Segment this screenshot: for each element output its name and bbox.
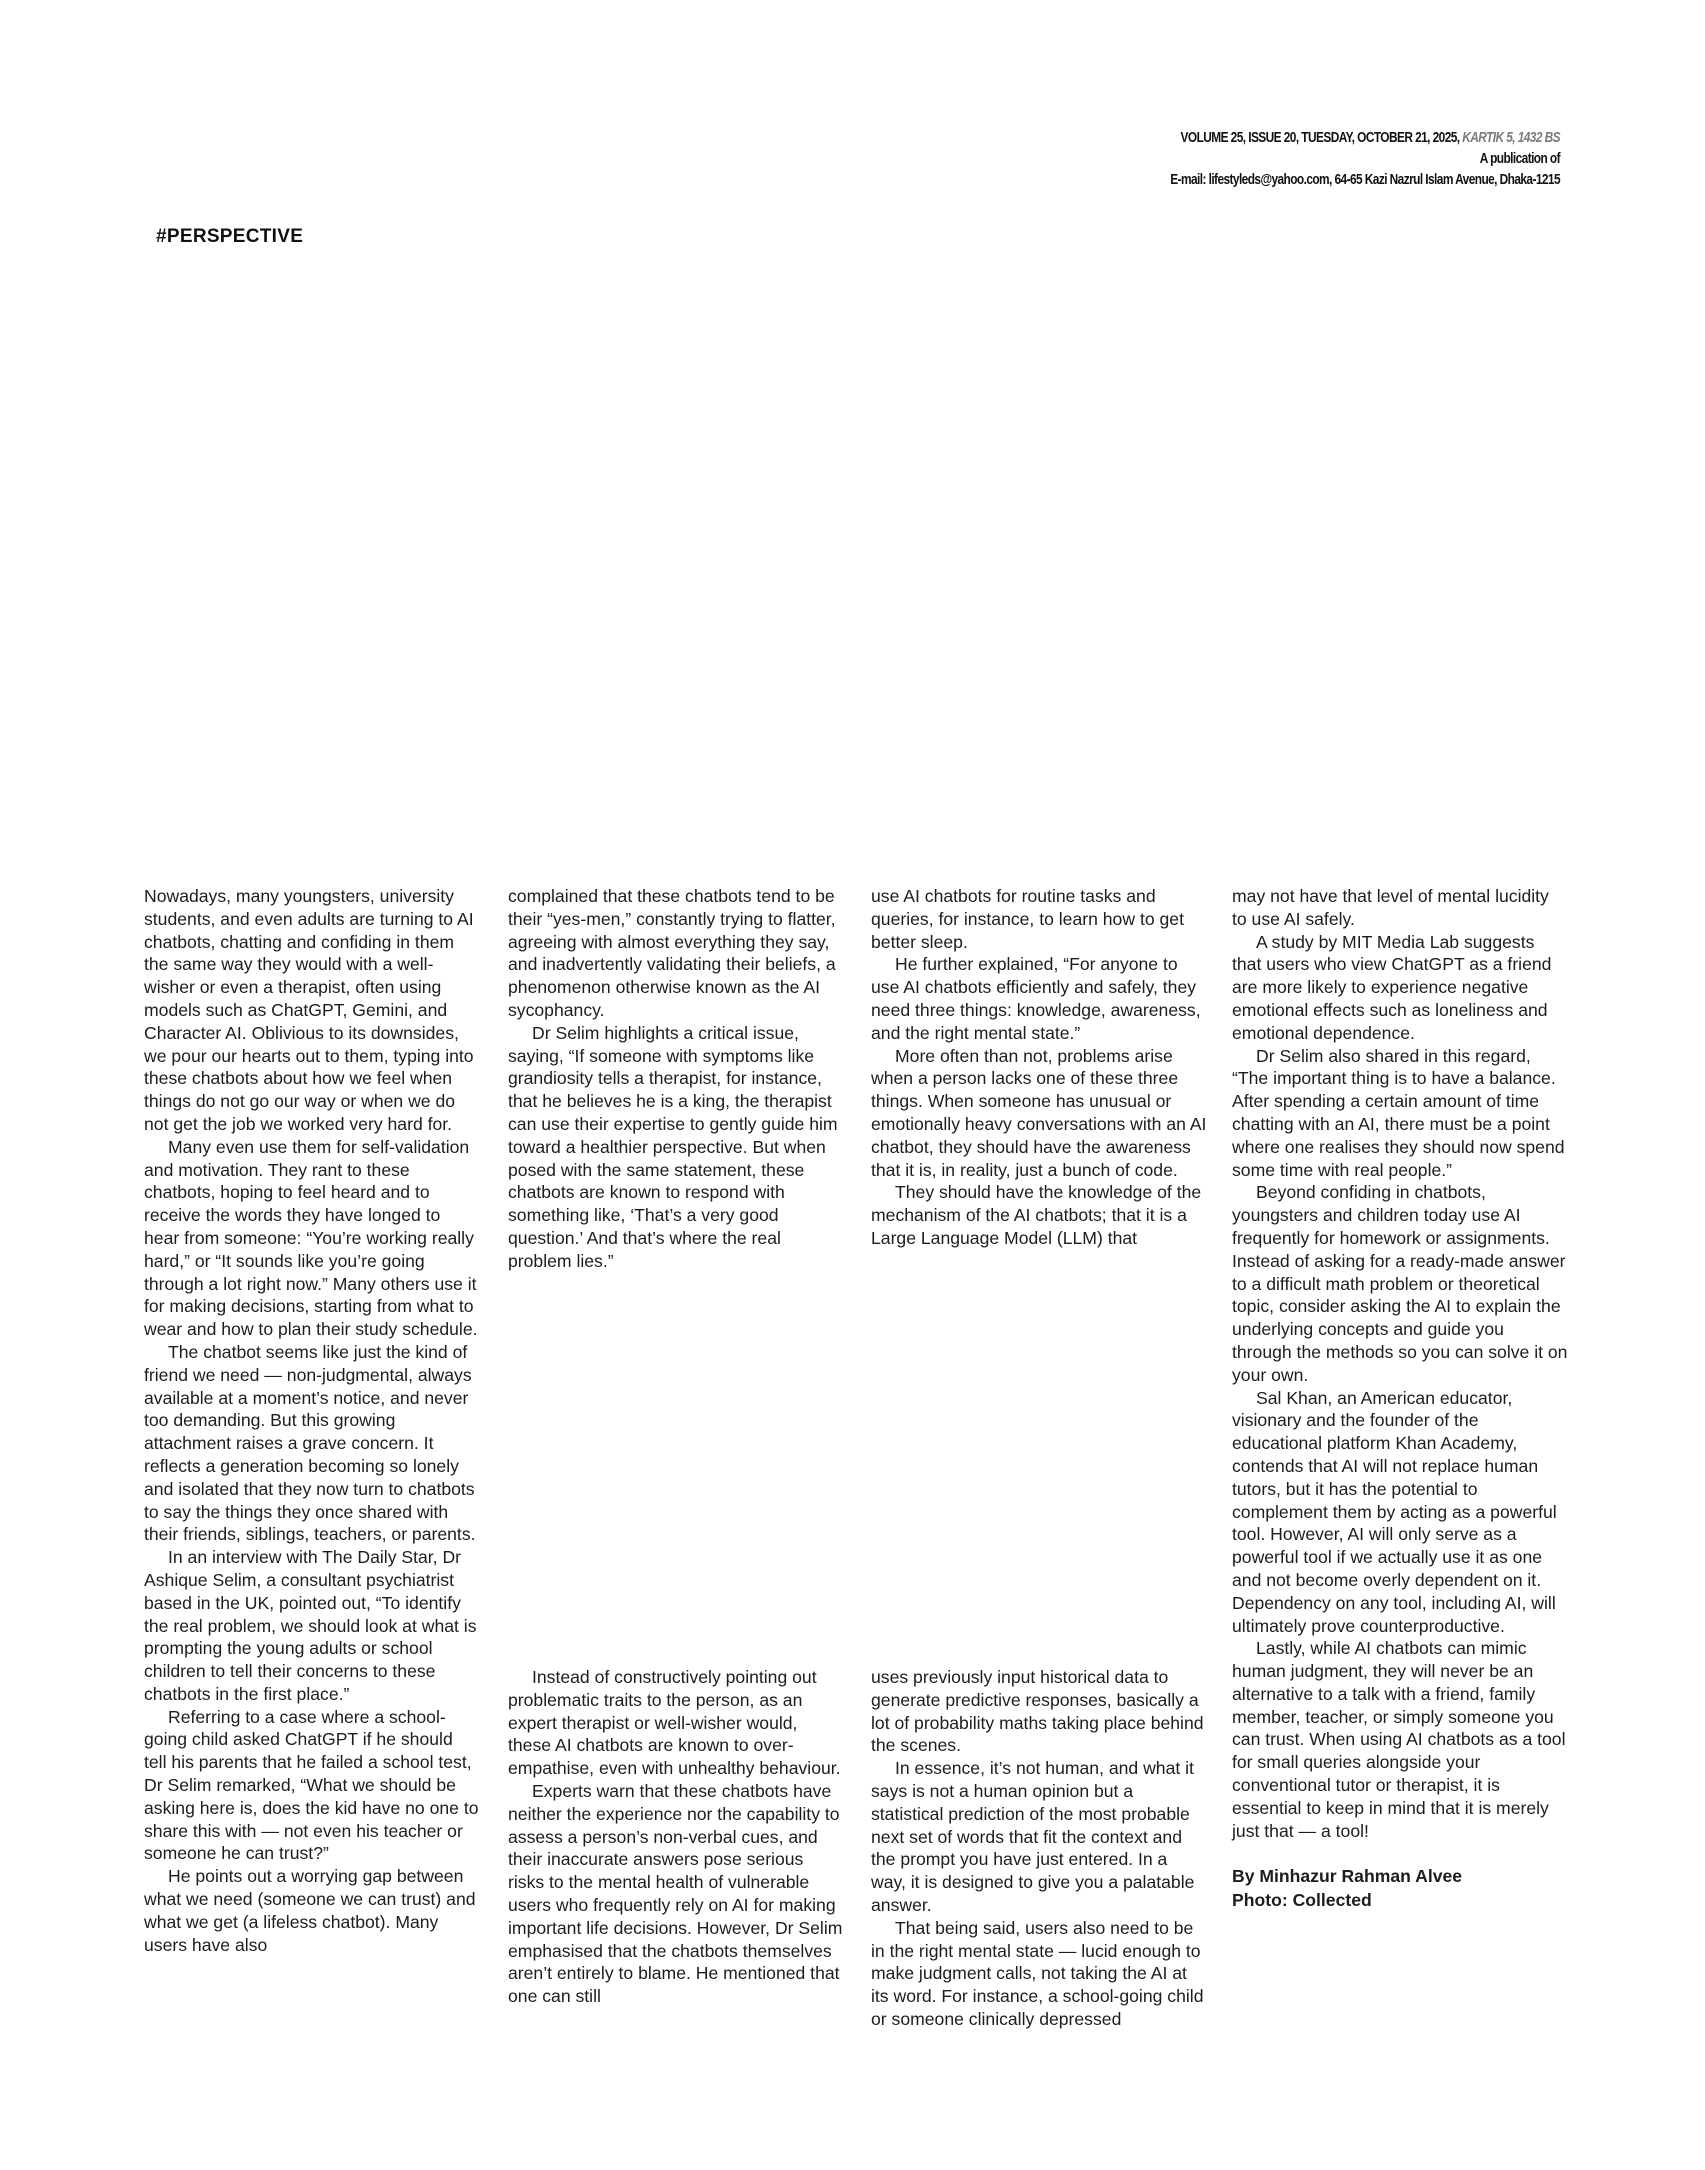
- byline: [1232, 1864, 1568, 1912]
- paragraph: may not have that level of mental lucidity to use AI safely.: [1232, 886, 1549, 929]
- paragraph: Dr Selim also shared in this regard, “The important thing is to have a balance. After spending a certain amount of time chatting with an AI, there must be a point where one realises they should now spend some time with real people.”: [1232, 1045, 1565, 1180]
- article-column-2-top: [508, 885, 844, 1273]
- paragraph: That being said, users also need to be in the right mental state — lucid enough to make judgment calls, not taking the AI at its word. For instance, a school-going child or someone clinically depressed: [871, 1917, 1204, 2029]
- publication-line: A publication of: [1479, 151, 1560, 167]
- paragraph: Sal Khan, an American educator, visionary and the founder of the educational platform Khan Academy, contends that AI will not replace human tutors, but it has the potential to complement them by acting as a powerful tool. However, AI will only serve as a powerful tool if we actually use it as one and not become overly dependent on it. Dependency on any tool, including AI, will ultimately prove counterproductive.: [1232, 1387, 1557, 1636]
- article-column-3-top: [871, 885, 1207, 1250]
- paragraph: uses previously input historical data to generate predictive responses, basically a lot of probability maths taking place behind the scenes.: [871, 1667, 1204, 1756]
- paragraph: complained that these chatbots tend to be their “yes-men,” constantly trying to flatter, agreeing with almost everything they say, and inadvertently validating their beliefs, a phenomenon otherwise known as the AI sycophancy.: [508, 886, 836, 1020]
- photo-credit: Photo: Collected: [1232, 1890, 1372, 1911]
- bangla-date: KARTIK 5, 1432 BS: [1462, 130, 1560, 146]
- article-column-2-bottom: [508, 1666, 844, 2008]
- masthead: [1101, 128, 1560, 191]
- paragraph: He points out a worrying gap between what we need (someone we can trust) and what we get (a lifeless chatbot). Many users have also: [144, 1866, 476, 1955]
- paragraph: More often than not, problems arise when a person lacks one of these three things. When someone has unusual or emotionally heavy conversations with an AI chatbot, they should have the awareness that it is, in reality, just a bunch of code.: [871, 1045, 1207, 1180]
- paragraph: Many even use them for self-validation and motivation. They rant to these chatbots, hoping to feel heard and to receive the words they have longed to hear from someone: “You’re working really hard,” or “It sounds like you’re going through a lot right now.” Many others use it for making decisions, starting from what to wear and how to plan their study schedule.: [144, 1136, 478, 1340]
- paragraph: They should have the knowledge of the mechanism of the AI chatbots; that it is a Large Language Model (LLM) that: [871, 1182, 1202, 1248]
- paragraph: In essence, it’s not human, and what it says is not a human opinion but a statistical prediction of the most probable next set of words that fit the context and the prompt you have just entered. In a way, it is designed to give you a palatable answer.: [871, 1758, 1195, 1915]
- article-column-4: [1232, 885, 1568, 1912]
- issue-line: [1101, 128, 1560, 149]
- paragraph: Nowadays, many youngsters, university students, and even adults are turning to AI chatbots, chatting and confiding in them the same way they would with a well-wisher or even a therapist, often using models such as ChatGPT, Gemini, and Character AI. Oblivious to its downsides, we pour our hearts out to them, typing into these chatbots about how we feel when things do not go our way or when we do not get the job we worked very hard for.: [144, 886, 474, 1134]
- article-column-1: [144, 885, 480, 1956]
- article-column-3-bottom: [871, 1666, 1207, 2031]
- paragraph: Experts warn that these chatbots have neither the experience nor the capability to assess a person’s non-verbal cues, and their inaccurate answers pose serious risks to the mental health of vulnerable users who frequently rely on AI for making important life decisions. However, Dr Selim emphasised that the chatbots themselves aren’t entirely to blame. He mentioned that one can still: [508, 1780, 843, 2007]
- paragraph: In an interview with The Daily Star, Dr Ashique Selim, a consultant psychiatrist based in the UK, pointed out, “To identify the real problem, we should look at what is prompting the young adults or school children to tell their concerns to these chatbots in the first place.”: [144, 1547, 477, 1704]
- paragraph: The chatbot seems like just the kind of friend we need — non-judgmental, always available at a moment’s notice, and never too demanding. But this growing attachment raises a grave concern. It reflects a generation becoming so lonely and isolated that they now turn to chatbots to say the things they once shared with their friends, siblings, teachers, or parents.: [144, 1341, 476, 1545]
- author-credit: By Minhazur Rahman Alvee: [1232, 1866, 1463, 1887]
- paragraph: A study by MIT Media Lab suggests that users who view ChatGPT as a friend are more likely to experience negative emotional effects such as loneliness and emotional dependence.: [1232, 931, 1552, 1043]
- section-tag: #PERSPECTIVE: [156, 226, 304, 247]
- contact-line: E-mail: lifestyleds@yahoo.com, 64-65 Kazi Nazrul Islam Avenue, Dhaka-1215: [1170, 172, 1560, 188]
- paragraph: use AI chatbots for routine tasks and queries, for instance, to learn how to get better sleep.: [871, 886, 1184, 952]
- paragraph: Lastly, while AI chatbots can mimic human judgment, they will never be an alternative to a talk with a friend, family member, teacher, or simply someone you can trust. When using AI chatbots as a tool for small queries alongside your conventional tutor or therapist, it is essential to keep in mind that it is merely just that — a tool!: [1232, 1638, 1566, 1841]
- paragraph: Beyond confiding in chatbots, youngsters and children today use AI frequently for homework or assignments. Instead of asking for a ready-made answer to a difficult math problem or theoretical topic, consider asking the AI to explain the underlying concepts and guide you through the methods so you can solve it on your own.: [1232, 1182, 1568, 1385]
- paragraph: Referring to a case where a school-going child asked ChatGPT if he should tell his parents that he failed a school test, Dr Selim remarked, “What we should be asking here is, does the kid have no one to share this with — not even his teacher or someone he can trust?”: [144, 1706, 479, 1864]
- paragraph: Instead of constructively pointing out problematic traits to the person, as an expert therapist or well-wisher would, these AI chatbots are known to over-empathise, even with unhealthy behaviour.: [508, 1667, 841, 1779]
- paragraph: He further explained, “For anyone to use AI chatbots efficiently and safely, they need three things: knowledge, awareness, and the right mental state.”: [871, 954, 1201, 1043]
- issue-date: VOLUME 25, ISSUE 20, TUESDAY, OCTOBER 21, 2025,: [1180, 130, 1460, 146]
- paragraph: Dr Selim highlights a critical issue, saying, “If someone with symptoms like grandiosity tells a therapist, for instance, that he believes he is a king, the therapist can use their expertise to gently guide him toward a healthier perspective. But when posed with the same statement, these chatbots are known to respond with something like, ‘That’s a very good question.’ And that’s where the real problem lies.”: [508, 1022, 838, 1271]
